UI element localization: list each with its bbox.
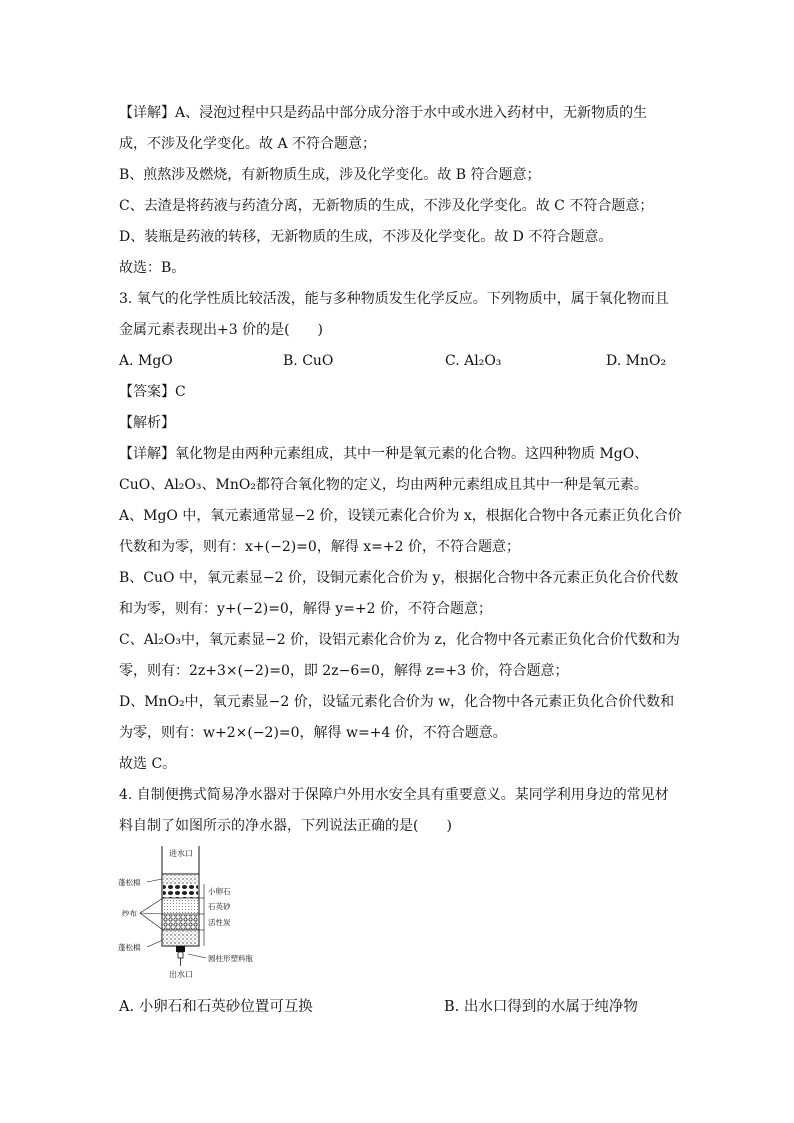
q3-stem-line-2: 金属元素表现出+3 价的是( ): [119, 322, 324, 338]
q3-analysis-label: 【解析】: [119, 415, 175, 431]
q3-b-line-2: 和为零，则有：y+(−2)=0，解得 y=+2 价，不符合题意；: [119, 601, 493, 617]
q3-detail-line-2: CuO、Al₂O₃、MnO₂都符合氧化物的定义，均由两种元素组成且其中一种是氧元素。: [119, 477, 648, 493]
bottle: [162, 874, 199, 946]
top-cotton-layer: [163, 875, 198, 884]
q4-option-a[interactable]: A. 小卵石和石英砂位置可互换: [119, 999, 313, 1015]
q4-stem-line-1: 4. 自制便携式简易净水器对于保障户外用水安全具有重要意义。某同学利用身边的常见材: [119, 787, 669, 803]
inlet-tube: [162, 846, 199, 874]
q3-d-line-1: D、MnO₂中，氧元素显−2 价，设锰元素化合价为 w，化合物中各元素正负化合价代数和: [119, 694, 675, 710]
inlet-label: 进水口: [169, 849, 193, 858]
q3-option-b[interactable]: B. CuO: [283, 353, 334, 369]
q3-answer: 【答案】C: [119, 384, 186, 400]
q3-d-line-2: 为零，则有：w+2×(−2)=0，解得 w=+4 价，不符合题意。: [119, 725, 507, 741]
q2-detail-line-5: D、装瓶是药液的转移，无新物质的生成，不涉及化学变化。故 D 不符合题意。: [119, 229, 613, 245]
q3-c-line-1: C、Al₂O₃中，氧元素显−2 价，设铝元素化合价为 z，化合物中各元素正负化合价代数和为: [119, 632, 680, 648]
quartz-label: 石英砂: [208, 902, 231, 911]
outlet-label: 出水口: [169, 970, 193, 979]
water-purifier-diagram: [118, 842, 278, 992]
q2-detail-line-4: C、去渣是将药液与药渣分离，无新物质的生成，不涉及化学变化。故 C 不符合题意；: [119, 198, 654, 214]
q3-option-c[interactable]: C. Al₂O₃: [445, 353, 502, 369]
pebble-label: 小卵石: [208, 887, 231, 896]
bottom-cotton-layer: [163, 931, 198, 945]
q2-detail-line-1: 【详解】A、浸泡过程中只是药品中部分成分溶于水中或水进入药材中，无新物质的生: [119, 105, 648, 121]
q2-choice: 故选：B。: [119, 260, 186, 276]
activated-carbon-layer: [163, 915, 198, 930]
bottle-label: 圆柱形塑料瓶: [208, 954, 253, 963]
pebble-layer: [163, 884, 198, 898]
q3-option-d[interactable]: D. MnO₂: [606, 353, 667, 369]
q2-detail-line-3: B、煎熬涉及燃烧，有新物质生成，涉及化学变化。故 B 符合题意；: [119, 167, 541, 183]
q3-b-line-1: B、CuO 中，氧元素显−2 价，设铜元素化合价为 y，根据化合物中各元素正负化合价代数: [119, 570, 679, 586]
outlet-nozzle: [169, 946, 193, 979]
q4-stem-line-2: 料自制了如图所示的净水器，下列说法正确的是( ): [119, 818, 452, 834]
q3-c-line-2: 零，则有：2z+3×(−2)=0，即 2z−6=0，解得 z=+3 价，符合题意；: [119, 663, 569, 679]
quartz-sand-layer: [163, 899, 198, 914]
gauze-label: 纱布: [122, 909, 137, 918]
q3-detail-line-1: 【详解】氧化物是由两种元素组成，其中一种是氧元素的化合物。这四种物质 MgO、: [119, 446, 649, 462]
bottom-cotton-label: 蓬松棉: [118, 943, 141, 952]
q3-a-line-2: 代数和为零，则有：x+(−2)=0，解得 x=+2 价，不符合题意；: [119, 539, 520, 555]
q3-a-line-1: A、MgO 中，氧元素通常显−2 价，设镁元素化合价为 x，根据化合物中各元素正负化合价: [119, 508, 682, 524]
q2-detail-line-2: 成，不涉及化学变化。故 A 不符合题意；: [119, 136, 377, 152]
q3-option-a[interactable]: A. MgO: [119, 353, 173, 369]
carbon-label: 活性炭: [208, 918, 231, 927]
q3-stem-line-1: 3. 氧气的化学性质比较活泼，能与多种物质发生化学反应。下列物质中，属于氧化物而且: [119, 291, 669, 307]
top-cotton-label: 蓬松棉: [118, 878, 141, 887]
q4-option-b[interactable]: B. 出水口得到的水属于纯净物: [444, 999, 638, 1015]
q3-choice: 故选 C。: [119, 756, 177, 772]
